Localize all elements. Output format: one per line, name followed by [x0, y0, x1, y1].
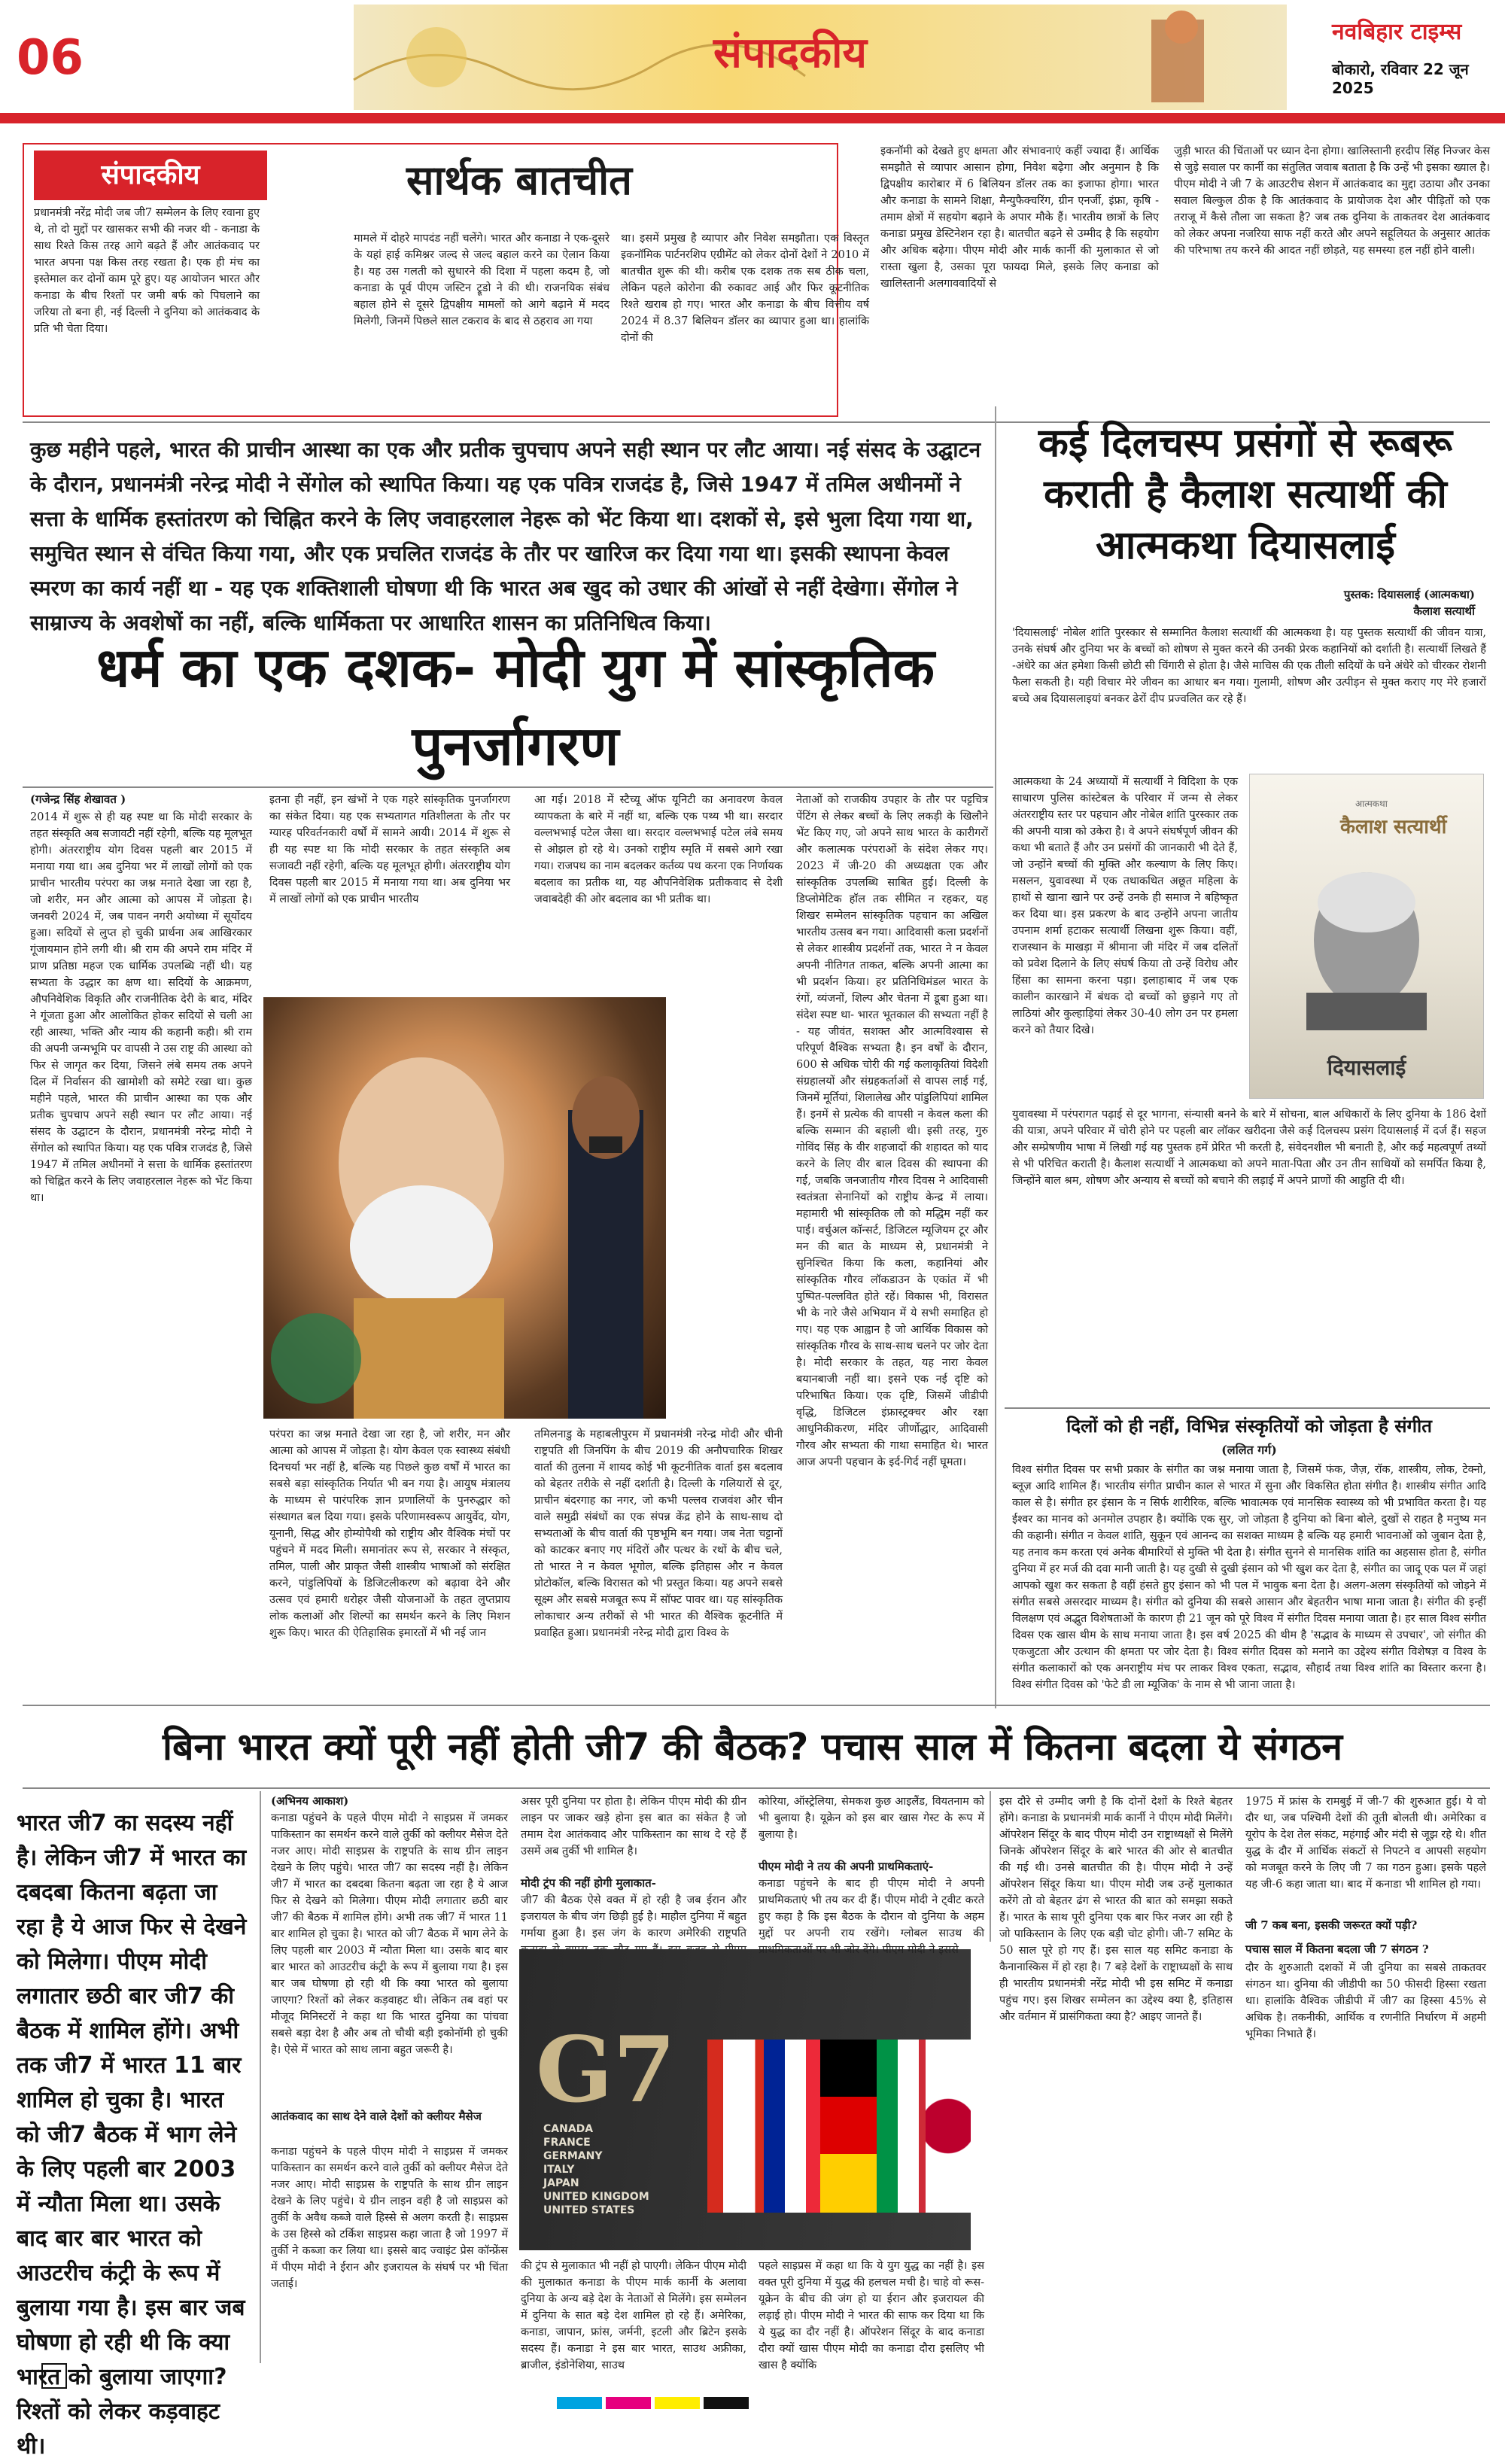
lead-col-4: नेताओं को राजकीय उपहार के तौर पर पट्टचित्र पेंटिंग से लेकर बच्चों के लिए लकड़ी के खिलौने भेंट किए गए, जो अपने साथ भारत के कारीगरों और कलात्मक परंपराओं के संदेश लेकर गए। 2023 में जी-20 की अध्यक्षता एक और सांस्कृतिक उपलब्धि साबित हुई। दिल्ली के डिप्लोमेटिक हॉल तक सीमित न रहकर, यह शिखर सम्मेलन सांस्कृतिक पहचान का अखिल भारतीय उत्सव बन गया। आदिवासी कला प्रदर्शनों से लेकर शास्त्रीय प्रदर्शनों तक, भारत ने न केवल अपनी नीतिगत ताकत, बल्कि अपनी आत्मा का भी प्रदर्शन किया। हर प्रतिनिधिमंडल भारत के रंगों, व्यंजनों, शिल्प और चेतना में डूबा हुआ था। संदेश स्पष्ट था- भारत भूतकाल की सभ्यता नहीं है - यह जीवंत, सशक्त और आत्मविश्वास से परिपूर्ण वैश्विक सभ्यता है। इन वर्षों के दौरान, 600 से अधिक चोरी की गई कलाकृतियां विदेशी संग्रहालयों और संग्रहकर्ताओं से वापस लाई गई, जिनमें मूर्तियां, शिलालेख और पांडुलिपियां शामिल हैं। इनमें से प्रत्येक की वापसी न केवल कला की बल्कि सम्मान की बहाली थी। इसी तरह, गुरु गोविंद सिंह के वीर शहजादों की शहादत को याद करने के लिए वीर बाल दिवस की स्थापना की गई, जबकि जनजातीय गौरव दिवस ने आदिवासी स्वतंत्रता सेनानियों को राष्ट्रीय केन्द्र में लाया। महामारी भी सांस्कृतिक लौ को मद्धिम नहीं कर पाई। वर्चुअल कॉन्सर्ट, डिजिटल म्यूजियम टूर और मन की बात के माध्यम से, प्रधानमंत्री ने सुनिश्चित किया कि कला, कहानियां और सांस्कृतिक गौरव लॉकडाउन के एकांत में भी पुष्पित-पल्लवित होते रहें। विकास भी, विरासत भी के नारे जैसे अभियान में ये सभी समाहित हो गए। यह एक आह्वान है जो आर्थिक विकास को सांस्कृतिक गौरव के साथ-साथ चलने पर जोर देता है। मोदी सरकार के तहत, यह नारा केवल बयानबाजी नहीं था। इसने एक नई दृष्टि को परिभाषित किया। एक दृष्टि, जिसमें जीडीपी वृद्धि, डिजिटल इंफ्रास्ट्रक्चर और रक्षा आधुनिकीकरण, मंदिर जीर्णोद्धार, आदिवासी गौरव और सभ्यता की गाथा समाहित थे। भारत आज अपनी पहचान के इर्द-गिर्द नहीं घूमता। — [796, 794, 988, 1468]
color-bar-yellow — [655, 2397, 700, 2409]
g7-col-2c: की ट्रंप से मुलाकात भी नहीं हो पाएगी। लेकिन पीएम मोदी की मुलाकात कनाडा के पीएम मार्क कार्नी के अलावा दुनिया के अन्य बड़े देश के नेताओं से मिलेंगे। इस सम्मेलन में दुनिया के सात बड़े देश शामिल हो रहे हैं। अमेरिका, कनाडा, जापान, फ्रांस, जर्मनी, इटली और ब्रिटेन इसके सदस्य हैं। कनाडा ने इस बार भारत, साउथ अफ्रीका, ब्राजील, इंडोनेशिया, साउथ — [521, 2260, 746, 2371]
editorial-tag: संपादकीय — [34, 151, 267, 200]
dateline: बोकारो, रविवार 22 जून 2025 — [1332, 60, 1469, 97]
book-cover-title: दियासलाई — [1327, 1055, 1406, 1080]
lead-headline: धर्म का एक दशक- मोदी युग में सांस्कृतिक पुनर्जागरण — [96, 636, 935, 777]
divider — [23, 1787, 1490, 1789]
g7-col-1: कनाडा पहुंचने के पहले पीएम मोदी ने साइप्रस में जमकर पाकिस्तान का समर्थन करने वाले तुर्की को क्लीयर मैसेज देते नजर आए। मोदी साइप्रस के राष्ट्रपति के साथ ग्रीन लाइन देखने के लिए पहुंचे। भारत जी7 का सदस्य नहीं है। लेकिन जी7 में भारत का दबदबा कितना बढ़ता जा रहा है ये आज फिर से देखने को मिलेगा। पीएम मोदी लगातार छठी बार जी7 की बैठक में शामिल होंगे। अभी तक जी7 में भारत 11 बार शामिल हो चुका है। भारत को जी7 बैठक में भाग लेने के लिए पहली बार 2003 में न्यौता मिला था। उसके बाद बार बार भारत को आउटरीच कंट्री के रूप में बुलाया गया है। इस बार जब घोषणा हो रही थी कि क्या भारत को बुलाया जाएगा? रिश्तों को लेकर कड़वाहट थी। लेकिन तब वहां पर मौजूद मिनिस्टरों ने कहा था कि भारत दुनिया का पांचवा सबसे बड़ा देश है और अब तो चौथी बड़ी इकोनॉमी हो चुकी है। ऐसे में भारत को साथ लाना बहुत जरूरी है। — [271, 1812, 508, 2056]
book-headline: कई दिलचस्प प्रसंगों से रूबरू कराती है कैलाश सत्यार्थी की आत्मकथा दियासलाई — [1038, 421, 1453, 568]
book-col-top: 'दियासलाई' नोबेल शांति पुरस्कार से सम्मानित कैलाश सत्यार्थी की आत्मकथा है। यह पुस्तक सत्यार्थी की जीवन यात्रा, उनके संघर्ष और दुनिया भर के बच्चों को शोषण से मुक्त करने की उनकी प्रेरक कहानियों को दर्शाती है। सत्यार्थी लिखते हैं -अंधेरे का अंत हमेशा किसी छोटी सी चिंगारी से होता है। जैसे माचिस की एक तीली सदियों के घने अंधेरे को चीरकर रोशनी फैला सकती है। यही विचार मेरे जीवन का आधार बन गया। गुलामी, शोषण और उत्पीड़न से मुक्त कराए गए मेरे हजारों बच्चे अब दियासलाइयां बनकर ढेरों दीप प्रज्वलित कर रहे हैं। — [1012, 627, 1486, 705]
lead-col-3: आ गई। 2018 में स्टैच्यू ऑफ यूनिटी का अनावरण केवल व्यापकता के बारे में नहीं था, बल्कि एक पथ्य भी था। सरदार वल्लभभाई पटेल जैसा था। सरदार वल्लभभाई पटेल लंबे समय से ओझल हो रहे थे। उनको राष्ट्रीय स्मृति में सबसे आगे रखा गया। राजपथ का नाम बदलकर कर्तव्य पथ करना एक निर्णायक बदलाव का प्रतीक था, यह औपनिवेशिक प्रतीकवाद से देशी जवाबदेही की ओर बदलाव का भी प्रतीक था। — [534, 794, 783, 905]
g7-col-2: असर पूरी दुनिया पर होता है। लेकिन पीएम मोदी की ग्रीन लाइन पर जाकर खड़े होना इस बात का संकेत है जो तमाम देश आतंकवाद और पाकिस्तान का साथ दे रहे हैं उसमें अब तुर्की भी शामिल है। — [521, 1796, 746, 1857]
g7-member-list — [543, 2122, 709, 2217]
member-4: JAPAN — [543, 2177, 579, 2189]
book-cover-author: कैलाश सत्यार्थी — [1340, 816, 1447, 838]
music-body: विश्व संगीत दिवस पर सभी प्रकार के संगीत का जश्न मनाया जाता है, जिसमें फंक, जैज़, रॉक, शास्त्रीय, लोक, टेक्नो, ब्लूज़ आदि शामिल हैं। भारतीय संगीत प्राचीन काल से भारत में सुना और विकसित होता संगीत है। शास्त्रीय संगीत आदि काल से है। संगीत हर इंसान के न सिर्फ शारीरिक, बल्कि भावात्मक एवं मानसिक स्वास्थ्य को भी प्रभावित करता है। यह ईश्वर का मानव को अनमोल उपहार है। क्योंकि एक सुर, जो जोड़ता है दुनिया को बिना बोले, दुखों से राहत है मनुष्य मन की कहानी। संगीत न केवल शांति, सुकून एवं आनन्द का सशक्त माध्यम है बल्कि यह हमारी भावनाओं को जुबान देता है, यह तनाव कम करता एवं अनेक बीमारियों से मुक्ति भी देता है। संगीत सुनने से मानसिक शांति का अहसास होता है, संगीत दुनिया में हर मर्ज की दवा मानी जाती है। यह दुखी से दुखी इंसान को भी खुश कर देता है, संगीत का जादू एक पल में जहां आपको खुश कर सकता है वहीं हंसते हुए इंसान को भी पल में भावुक बना देता है। अलग-अलग संस्कृतियों को जोड़ने में संगीत सबसे असरदार माध्यम है। संगीत को दुनिया की सबसे आसान और बेहतरीन भाषा माना जाता है। संगीत की इन्हीं विलक्षण एवं अद्भुत विशेषताओं के कारण ही 21 जून को पूरे विश्व में संगीत दिवस मनाया जाता है। हर साल विश्व संगीत दिवस एक खास थीम के साथ मनाया जाता है। इस वर्ष 2025 की थीम है 'सद्भाव के माध्यम से उपचार', जो संगीत की एकजुटता और उत्थान की क्षमता पर जोर देता है। विश्व संगीत दिवस को मनाने का उद्देश्य संगीत विशेषज्ञ व विश्व के संगीत कलाकारों को एक अनराष्ट्रीय मंच पर लाकर विश्व एकता, सद्भाव, सौहार्द तथा विश्व शांति का विस्तार करना है। विश्व संगीत दिवस को 'फेटे डी ला म्यूजिक' के नाम से भी जाना जाता है। — [1012, 1464, 1486, 1691]
g7-col-2b: जी7 की बैठक ऐसे वक्त में हो रही है जब ईरान और इजरायल के बीच जंग छिड़ी हुई है। माहौल दुनिया में बहुत गर्माया हुआ है। इस जंग के कारण अमेरिकी राष्ट्रपति — [521, 1894, 746, 1939]
color-bar-magenta — [606, 2397, 651, 2409]
member-6: UNITED STATES — [543, 2204, 635, 2216]
editorial-col-1: प्रधानमंत्री नरेंद्र मोदी जब जी7 सम्मेलन के लिए रवाना हुए थे, तो दो मुद्दों पर खासकर सभी की नजर थी - कनाडा के साथ रिश्ते किस तरह आगे बढ़ते हैं और आतंकवाद पर भारत अपना पक्ष किस तरह रखता है। एक ही मंच का इस्तेमाल कर दोनों काम पूरे हुए। यह आयोजन भारत और कनाडा के बीच रिश्तों पर जमी बर्फ को पिघलाने का जरिया तो बना ही, नई दिल्ली ने दुनिया को आतंकवाद के प्रति भी चेता दिया। — [34, 207, 260, 335]
member-5: UNITED KINGDOM — [543, 2191, 649, 2203]
book-cover — [1249, 774, 1484, 1099]
page-number: 06 — [17, 30, 84, 86]
newspaper-brand: नवबिहार टाइम्स — [1332, 19, 1462, 45]
book-author-credit: कैलाश सत्यार्थी — [1413, 604, 1475, 618]
registration-mark — [41, 2363, 67, 2389]
member-1: FRANCE — [543, 2137, 591, 2149]
header-rule — [0, 113, 1505, 123]
editorial-col-2: मामले में दोहरे मापदंड नहीं चलेंगे। भारत और कनाडा ने एक-दूसरे के यहां हाई कमिश्नर जल्द से जल्द बहाल करने का ऐलान किया है। यह उस गलती को सुधारने की दिशा में पहला कदम है, जो कनाडा के पूर्व पीएम जस्टिन ट्रूडो ने की थी। राजनयिक संबंध बहाल होने से दूसरे द्विपक्षीय मामलों को आगे बढ़ाने में मदद मिलेगी, जिनमें पिछले साल टकराव के बाद से ठहराव आ गया — [354, 233, 610, 327]
section-title: संपादकीय — [713, 29, 867, 78]
g7-col4-heading: जी 7 कब बना, इसकी जरूरत क्यों पड़ी? — [1245, 1918, 1418, 1932]
book-col-mid: आत्मकथा के 24 अध्यायों में सत्यार्थी ने विदिशा के एक साधारण पुलिस कांस्टेबल के परिवार में जन्म से लेकर अंतरराष्ट्रीय स्तर पर पहचान और नोबेल शांति पुरस्कार तक की अपनी यात्रा को उकेरा है। वे अपने संघर्षपूर्ण जीवन की कथा भी बताते हैं और उन प्रसंगों की जानकारी भी देते हैं, जो उन्होंने बच्चों की मुक्ति और कल्याण के लिए किए। मसलन, युवावस्था में एक तथाकथित अछूत महिला के हाथों से खाना खाने पर उन्हें उनके ही समाज ने बहिष्कृत कर दिया था। इस प्रकरण के बाद उन्होंने अपना जातीय उपनाम शर्मा हटाकर सत्यार्थी लिखना शुरू किया। वहीं, राजस्थान के माखड़ा में श्रीमाना जी मंदिर में जब दलितों को प्रवेश दिलाने के लिए संघर्ष किया तो उन्हें विरोध और हिंसा का सामना करना पड़ा। इलाहाबाद में जब एक कालीन कारखाने में बंधक दो बच्चों को छुड़ाने गए तो लाठियां और कुल्हाड़ियां लेकर 30-40 लोग उन पर हमला करने को तैयार दिखे। — [1012, 776, 1238, 1036]
author-portrait — [1280, 857, 1453, 1030]
divider — [23, 1705, 1490, 1706]
lead-byline: (गजेन्द्र सिंह शेखावत ) — [30, 792, 126, 806]
g7-col1-heading: आतंकवाद का साथ देने वाले देशों को क्लीयर मैसेज — [271, 2110, 482, 2123]
music-byline: (ललित गर्ग) — [1221, 1443, 1277, 1457]
g7-sidebar: भारत जी7 का सदस्य नहीं है। लेकिन जी7 में भारत का दबदबा कितना बढ़ता जा रहा है ये आज फिर से देखने को मिलेगा। पीएम मोदी लगातार छठी बार जी7 की बैठक में शामिल होंगे। अभी तक जी7 में भारत 11 बार शामिल हो चुका है। भारत को जी7 बैठक में भाग लेने के लिए पहली बार 2003 में न्यौता मिला था। उसके बाद बार बार भारत को आउटरीच कंट्री के रूप में बुलाया गया है। इस बार जब घोषणा हो रही थी कि क्या भारत को बुलाया जाएगा? रिश्तों को लेकर कड़वाहट थी। — [17, 1810, 247, 2459]
member-3: ITALY — [543, 2164, 575, 2176]
music-headline: दिलों को ही नहीं, विभिन्न संस्कृतियों को जोड़ता है संगीत — [1066, 1416, 1432, 1437]
g7-col-3: कोरिया, ऑस्ट्रेलिया, सेमकश कुछ आइलैंड, वियतनाम को भी बुलाया है। यूक्रेन को इस बार खास गेस्ट के रूप में बुलाया है। — [759, 1796, 984, 1841]
editorial-col-4: इकनॉमी को देखते हुए क्षमता और संभावनाएं कहीं ज्यादा हैं। आर्थिक समझौते से व्यापार आसान होगा, निवेश बढ़ेगा और अनुमान है कि द्विपक्षीय कारोबार में 6 बिलियन डॉलर तक का इजाफा होगा। भारत और कनाडा के सामने शिक्षा, मैन्युफैक्चरिंग, ग्रीन एनर्जी, इंफ्रा, कृषि - तमाम क्षेत्रों में सहयोग बढ़ाने के अपार मौके हैं। भारतीय छात्रों के लिए कनाडा प्रमुख डेस्टिनेशन रहा है। बातचीत बढ़ने से उम्मीद है कि सहयोग और अधिक बढ़ेगा। पीएम मोदी और मार्क कार्नी की मुलाकात से जो रास्ता खुला है, उसका पूरा फायदा मिले, इसके लिए कनाडा को खालिस्तानी अलगाववादियों से — [880, 145, 1159, 290]
g7-logo: G7 — [536, 2017, 676, 2123]
g7-byline: (अभिनय आकाश) — [271, 1794, 349, 1808]
column-rule — [990, 1791, 991, 1942]
editorial-title: सार्थक बातचीत — [406, 156, 632, 204]
canada-flag — [707, 2040, 771, 2213]
lead-col-1: 2014 में शुरू से ही यह स्पष्ट था कि मोदी सरकार के तहत संस्कृति अब सजावटी नहीं रहेगी, बल्कि यह मूलभूत होगी। अंतरराष्ट्रीय योग दिवस पहली बार 2015 में मनाया गया था। अब दुनिया भर में लाखों लोगों को एक प्राचीन भारतीय परंपरा का जश्न मनाते देखा जा रहा है, जो शरीर, मन और आत्मा को आपस में जोड़ता है। जनवरी 2024 में, जब पावन नगरी अयोध्या में सूर्योदय हुआ। सदियों से लुप्त हो चुकी प्रार्थना अब आखिरकार गूंजायमान होने लगी थी। श्री राम की अपने राम मंदिर में प्राण प्रतिष्ठा महज एक धार्मिक उपलब्धि नहीं थी। यह सभ्यता के उद्धार का क्षण था। सदियों के आक्रमण, औपनिवेशिक विकृति और राजनीतिक देरी के बाद, मंदिर ने गूंजता हुआ और आलोकित होकर सदियों से चली आ रही आस्था, भक्ति और न्याय की कहानी कही। श्री राम की अपनी जन्मभूमि पर वापसी ने उस राष्ट्र की आस्था को फिर से जागृत कर दिया, जिसने लंबे समय तक अपने दिल में निर्वासन की खामोशी को समेटे रखा था। कुछ महीने पहले, भारत की प्राचीन आस्था का एक और प्रतीक चुपचाप अपने सही स्थान पर लौट आया। नई संसद के उद्घाटन के दौरान, प्रधानमंत्री नरेन्द्र मोदी ने सेंगोल को स्थापित किया। यह एक पवित्र राजदंड है, जिसे 1947 में तमिल अधीनमों ने सत्ता के धार्मिक हस्तांतरण को चिह्नित करने के लिए जवाहरलाल नेहरू को भेंट किया था। — [30, 811, 252, 1204]
g7-col-1b: कनाडा पहुंचने के पहले पीएम मोदी ने साइप्रस में जमकर पाकिस्तान का समर्थन करने वाले तुर्की को क्लीयर मैसेज देते नजर आए। मोदी साइप्रस के राष्ट्रपति के साथ ग्रीन लाइन देखने के लिए पहुंचे। ये ग्रीन लाइन वही है जो साइप्रस को तुर्की के अवैध कब्जे वाले हिस्से से अलग करती है। साइप्रस के उस हिस्से को टर्किश साइप्रस कहा जाता है जो 1997 में तुर्की ने कब्जा कर लिया था। इससे बाद ज्वाइंट प्रेस कॉन्फ्रेंस में पीएम मोदी ने ईरान और इजरायल के संघर्ष पर भी चिंता जताई। — [271, 2146, 508, 2290]
color-bar-cyan — [557, 2397, 602, 2409]
member-0: CANADA — [543, 2123, 594, 2135]
portrait-illustration — [263, 997, 666, 1419]
divider — [23, 786, 993, 788]
lead-col-2: इतना ही नहीं, इन खंभों ने एक गहरे सांस्कृतिक पुनर्जागरण का संकेत दिया। यह एक सभ्यतागत गतिशीलता के तौर पर ग्यारह परिवर्तनकारी वर्षों में सामने आयी। 2014 में शुरू से ही यह स्पष्ट था कि मोदी सरकार के तहत संस्कृति अब सजावटी नहीं रहेगी, बल्कि यह मूलभूत होगी। अंतरराष्ट्रीय योग दिवस पहली बार 2015 में मनाया गया था। अब दुनिया भर में लाखों लोगों को एक प्राचीन भारतीय — [269, 794, 510, 905]
column-rule — [260, 1791, 261, 2363]
divider — [1005, 1407, 1490, 1409]
g7-col-4-cont: 1975 में फ्रांस के रामबुई में जी-7 की शुरुआत हुई। ये वो दौर था, जब पश्चिमी देशों की तूती बोलती थी। अमेरिका व यूरोप के देश तेल संकट, महंगाई और मंदी से जूझ रहे थे। शीत युद्ध के दौर में आर्थिक संकटों से निपटने व आपसी सहयोग को मजबूत करने के लिए जी 7 का गठन हुआ। इसके पहले यह जी-6 कहा जाता था। बाद में कनाडा भी शामिल हो गया। — [1245, 1796, 1486, 1891]
editorial-col-5: जुड़ी भारत की चिंताओं पर ध्यान देना होगा। खालिस्तानी हरदीप सिंह निज्जर केस से जुड़े सवाल पर कार्नी का संतुलित जवाब बताता है कि उन्हें भी इसका ख्याल है। पीएम मोदी ने जी 7 के आउटरीच सेशन में आतंकवाद का मुद्दा उठाया और उनका सवाल बिल्कुल ठीक है कि आतंकवाद के प्रायोजक देश और पीड़ितों को एक तराजू में कैसे तौला जा सकता है? जब तक दुनिया के ताकतवर देश आतंकवाद को लेकर अपना नजरिया साफ नहीं करते और अपने सहूलियत के अनुसार आतंक की परिभाषा तय करने की आदत नहीं छोड़ते, यह समस्या हल नहीं होने वाली। — [1174, 145, 1490, 257]
lead-photo — [263, 997, 666, 1419]
book-col-bottom: युवावस्था में परंपरागत पढ़ाई से दूर भागना, संन्यासी बनने के बारे में सोचना, बाल अधिकारों के लिए दुनिया के 186 देशों की यात्रा, अपने परिवार में चोरी होने पर पहली बार लॉकर खरीदना जैसे कई दिलचस्प प्रसंग दियासलाई में दर्ज हैं। सहज और सम्प्रेषणीय भाषा में लिखी गई यह पुस्तक हमें प्रेरित भी करती है, संवेदनशील भी बनाती है, और कई महत्वपूर्ण तथ्यों से भी परिचित कराती है। कैलाश सत्यार्थी ने आत्मकथा को अपने माता-पिता और उन तीन साथियों को समर्पित किया है, जिन्होंने बाल श्रम, शोषण और अन्याय से बच्चों को बचाने की लड़ाई में अपने प्राणों की आहुति दी थी। — [1012, 1109, 1486, 1187]
japan-flag — [926, 2040, 971, 2213]
g7-col-3b: कनाडा पहुंचने के बाद ही पीएम मोदी ने अपनी प्राथमिकताएं भी तय कर दी हैं। पीएम मोदी ने ट्वीट करते हुए कहा है कि इस बैठक के दौरान वो दुनिया के अहम मुद्दों पर अपनी राय रखेंगे। ग्लोबल साउथ की प्राथमिकताओं पर भी जोर देंगे। पीएम मोदी ने इससे — [759, 1878, 984, 1956]
member-2: GERMANY — [543, 2150, 603, 2162]
g7-col-3c: पहले साइप्रस में कहा था कि ये युग युद्ध का नहीं है। इस वक्त पूरी दुनिया में युद्ध की हलचल मची है। चाहे वो रूस-यूक्रेन के बीच की जंग हो या ईरान और इजरायल की लड़ाई हो। पीएम मोदी ने भारत की साफ कर दिया था कि ये युद्ध का दौर नहीं है। ऑपरेशन सिंदूर के बाद कनाडा दौरा क्यों खास पीएम मोदी का कनाडा दौरा इसलिए भी खास है क्योंकि — [759, 2260, 984, 2371]
germany-flag — [820, 2040, 884, 2213]
editorial-col-3: था। इसमें प्रमुख है व्यापार और निवेश समझौता। एक विस्तृत इकनॉमिक पार्टनरशिप एग्रीमेंट को लेकर दोनों देशों ने 2010 में बातचीत शुरू की थी। करीब एक दशक तक सब ठीक चला, लेकिन पहले कोरोना की रुकावट आई और फिर कूटनीतिक रिश्ते खराब हो गए। भारत और कनाडा के बीच वित्तीय वर्ष 2024 में 8.37 बिलियन डॉलर का व्यापार हुआ था। हालांकि दोनों की — [621, 233, 869, 344]
lead-intro: कुछ महीने पहले, भारत की प्राचीन आस्था का एक और प्रतीक चुपचाप अपने सही स्थान पर लौट आया। नई संसद के उद्घाटन के दौरान, प्रधानमंत्री नरेन्द्र मोदी ने सेंगोल को स्थापित किया। यह एक पवित्र राजदंड है, जिसे 1947 में तमिल अधीनमों ने सत्ता के धार्मिक हस्तांतरण को चिह्नित करने के लिए जवाहरलाल नेहरू को भेंट किया था। दशकों से, इसे भुला दिया गया था, समुचित स्थान से वंचित किया गया, और एक प्रचलित राजदंड के तौर पर खारिज कर दिया गया था। इसकी स्थापना केवल स्मरण का कार्य नहीं था - यह एक शक्तिशाली घोषणा थी कि भारत अब खुद को उधार की आंखों से नहीं देखेगा। सेंगोल ने साम्राज्य के अवशेषों का नहीं, बल्कि धार्मिकता पर आधारित शासन का प्रतिनिधित्व किया। — [30, 437, 981, 635]
g7-col-4: इस दौरे से उम्मीद जगी है कि दोनों देशों के रिश्ते बेहतर होंगे। कनाडा के प्रधानमंत्री मार्क कार्नी ने पीएम मोदी मिलेंगे। ऑपरेशन सिंदूर के बाद पीएम मोदी उन राष्ट्राध्यक्षों से मिलेंगे जिनके ऑपरेशन सिंदूर के बारे भारत की ओर से बातचीत की गई थी। उनसे बातचीत की है। पीएम मोदी ने उन्हें ऑपरेशन सिंदूर किया था। पीएम मोदी जब उन्हें मुलाकात करेंगे तो वो बेहतर ढंग से भारत की बात को समझा सकते हैं। भारत के साथ पूरी दुनिया एक बार फिर नजर आ रही है जो पाकिस्तान के लिए एक बड़ी चोट होगी। जी-7 समिट के 50 साल पूरे हो गए हैं। इस साल यह समिट कनाडा के कैनानास्किस में हो रहा है। 7 बड़े देशों के राष्ट्राध्यक्षों के साथ ही भारतीय प्रधानमंत्री नरेंद्र मोदी भी इस समिट में कनाडा पहुंच गए। इस शिखर सम्मेलन का उद्देश्य क्या है, इतिहास और वर्तमान में प्रासंगिकता क्या है? आइए जानते हैं। — [999, 1796, 1233, 2023]
lead-col-2b: परंपरा का जश्न मनाते देखा जा रहा है, जो शरीर, मन और आत्मा को आपस में जोड़ता है। योग केवल एक स्वास्थ्य संबंधी दिनचर्या भर नहीं है, बल्कि यह पिछले कुछ वर्षों में भारत का सबसे बड़ा सांस्कृतिक निर्यात भी बन गया है। आयुष मंत्रालय के माध्यम से पारंपरिक ज्ञान प्रणालियों के पुनरुद्धार को संस्थागत बल दिया गया। इसके परिणामस्वरूप आयुर्वेद, योग, यूनानी, सिद्ध और होम्योपैथी को राष्ट्रीय और वैश्विक मंचों पर पहुंचने में मदद मिली। समानांतर रूप से, सरकार ने संस्कृत, तमिल, पाली और प्राकृत जैसी शास्त्रीय भाषाओं को संरक्षित करने, पांडुलिपियों के डिजिटलीकरण को बढ़ावा देने और उत्सव एवं हमारी धरोहर जैसी योजनाओं के तहत लुप्तप्राय लोक कलाओं और शिल्पों का समर्थन करने के लिए मिशन शुरू किए। भारत की ऐतिहासिक इमारतों में भी नई जान — [269, 1428, 510, 1639]
g7-col2-heading: मोदी ट्रंप की नहीं होगी मुलाकात- — [521, 1876, 656, 1890]
g7-col3-heading: पीएम मोदी ने तय की अपनी प्राथमिकताएं- — [759, 1860, 934, 1873]
color-bar-black — [704, 2397, 749, 2409]
lead-col-3b: तमिलनाडु के महाबलीपुरम में प्रधानमंत्री नरेन्द्र मोदी और चीनी राष्ट्रपति शी जिनपिंग के बीच 2019 की अनौपचारिक शिखर वार्ता की तुलना में शायद कोई भी कूटनीतिक वार्ता इस बदलाव को बेहतर तरीके से नहीं दर्शाती है। दिल्ली के गलियारों से दूर, प्राचीन बंदरगाह का नगर, जो कभी पल्लव राजवंश और चीन वाले समुद्री संबंधों का एक संपन्न केंद्र होने के साथ-साथ दो सभ्यताओं के बीच वार्ता की पृष्ठभूमि बन गया। जब नेता चट्टानों को काटकर बनाए गए मंदिरों और पत्थर के रथों के बीच चले, तो भारत ने न केवल भूगोल, बल्कि इतिहास और न केवल प्रोटोकॉल, बल्कि विरासत को भी प्रस्तुत किया। यह अपने सबसे सूक्ष्म और सबसे मजबूत रूप में सॉफ्ट पावर था। यह सांस्कृतिक लोकाचार अन्य तरीकों से भी भारत की वैश्विक कूटनीति में प्रवाहित हुआ। प्रधानमंत्री नरेन्द्र मोदी द्वारा विश्व के — [534, 1428, 783, 1639]
france-flag — [764, 2040, 828, 2213]
book-credit: पुस्तक: दियासलाई (आत्मकथा) — [1343, 588, 1475, 601]
book-cover-small: आत्मकथा — [1355, 799, 1388, 809]
column-rule — [995, 406, 996, 1708]
g7-col4-heading-2: पचास साल में कितना बदला जी 7 संगठन ? — [1245, 1942, 1429, 1956]
g7-col-4c: दौर के शुरुआती दशकों में जी दुनिया का सबसे ताकतवर संगठन था। दुनिया की जीडीपी का 50 फीसदी हिस्सा रखता था। हालांकि वैश्विक जीडीपी में जी7 का हिस्सा 45% से अधिक है। तकनीकी, आर्थिक व रणनीति निर्धारण में अहमी भूमिका निभाते हैं। — [1245, 1962, 1486, 2040]
g7-headline: बिना भारत क्यों पूरी नहीं होती जी7 की बैठक? पचास साल में कितना बदला ये संगठन — [163, 1725, 1342, 1769]
